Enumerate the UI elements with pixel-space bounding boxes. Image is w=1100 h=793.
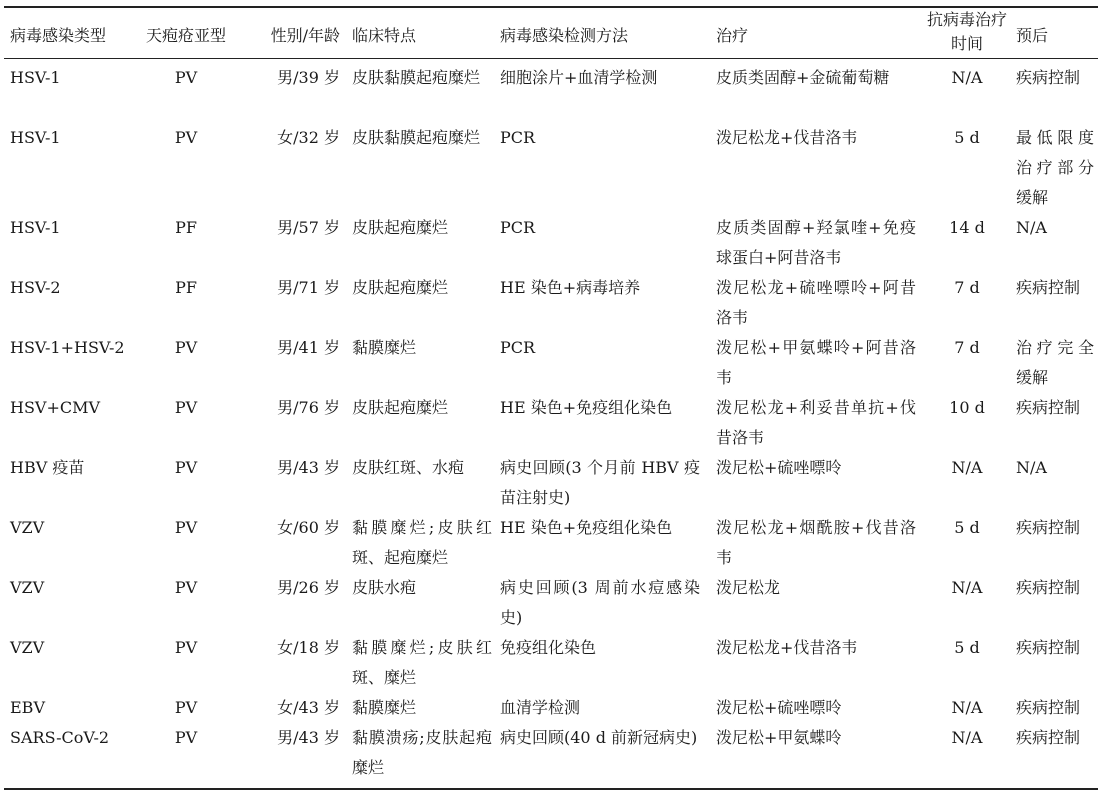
table-bottom-rule: [4, 788, 1098, 790]
cell-prognosis: N/A: [1016, 458, 1047, 477]
cell-detection: PCR: [500, 338, 536, 357]
cell-treatment: 泼尼松龙+烟酰胺+伐昔洛韦: [716, 518, 916, 567]
cell-subtype: PF: [175, 278, 197, 297]
cell-sex-age: 男/41 岁: [277, 338, 340, 357]
cell-subtype: PF: [175, 218, 197, 237]
cell-subtype: PV: [174, 398, 198, 417]
cell-prognosis: 治疗完全缓解: [1016, 338, 1094, 387]
cell-antiviral-time: 5 d: [954, 518, 980, 537]
cell-virus-type: HSV-1: [10, 218, 61, 237]
cell-prognosis: 疾病控制: [1016, 518, 1081, 537]
cell-subtype: PV: [174, 578, 198, 597]
cell-antiviral-time: 14 d: [949, 218, 985, 237]
cell-detection: 血清学检测: [500, 698, 581, 717]
cell-detection: 细胞涂片+血清学检测: [500, 68, 658, 87]
cell-treatment: 泼尼松龙+硫唑嘌呤+阿昔洛韦: [716, 278, 916, 327]
cell-clinical: 皮肤起疱糜烂: [352, 278, 449, 297]
cell-treatment: 泼尼松+硫唑嘌呤: [716, 698, 842, 717]
cell-treatment: 泼尼松+甲氨蝶呤: [716, 728, 842, 747]
cell-sex-age: 男/26 岁: [277, 578, 340, 597]
table-header-rule: [4, 58, 1098, 59]
cell-clinical: 皮肤起疱糜烂: [352, 218, 449, 237]
cell-virus-type: EBV: [10, 698, 45, 717]
cell-virus-type: HSV-1: [10, 68, 61, 87]
cell-antiviral-time: N/A: [951, 698, 983, 717]
cell-subtype: PV: [174, 338, 198, 357]
cell-prognosis: 疾病控制: [1016, 578, 1081, 597]
cell-sex-age: 男/43 岁: [277, 458, 340, 477]
cell-antiviral-time: N/A: [951, 728, 983, 747]
cell-treatment: 泼尼松+甲氨蝶呤+阿昔洛韦: [716, 338, 916, 387]
cell-subtype: PV: [174, 458, 198, 477]
cell-detection: 病史回顾(40 d 前新冠病史): [500, 728, 698, 747]
cell-detection: 病史回顾(3 个月前 HBV 疫苗注射史): [500, 458, 700, 507]
cell-prognosis: 疾病控制: [1016, 278, 1081, 297]
cell-sex-age: 男/39 岁: [277, 68, 340, 87]
cell-subtype: PV: [174, 128, 198, 147]
header-detection: 病毒感染检测方法: [500, 26, 629, 45]
cell-virus-type: HBV 疫苗: [10, 458, 85, 477]
cell-detection: 病史回顾(3 周前水痘感染史): [500, 578, 700, 627]
cell-subtype: PV: [174, 518, 198, 537]
cell-antiviral-time: 10 d: [949, 398, 985, 417]
cell-treatment: 泼尼松+硫唑嘌呤: [716, 458, 842, 477]
cell-clinical: 皮肤水疱: [352, 578, 417, 597]
header-prognosis: 预后: [1016, 26, 1049, 45]
cell-antiviral-time: N/A: [951, 578, 983, 597]
cell-subtype: PV: [174, 68, 198, 87]
cell-antiviral-time: 7 d: [954, 338, 980, 357]
cell-prognosis: 疾病控制: [1016, 698, 1081, 717]
cell-clinical: 黏膜溃疡;皮肤起疱糜烂: [352, 728, 492, 777]
cell-antiviral-time: N/A: [951, 68, 983, 87]
cell-prognosis: 疾病控制: [1016, 728, 1081, 747]
header-virus-type: 病毒感染类型: [10, 26, 107, 45]
cell-sex-age: 女/32 岁: [277, 128, 340, 147]
cell-sex-age: 男/71 岁: [277, 278, 340, 297]
cell-prognosis: 疾病控制: [1016, 68, 1081, 87]
cell-clinical: 皮肤红斑、水疱: [352, 458, 465, 477]
cell-prognosis: 疾病控制: [1016, 398, 1081, 417]
header-antiviral-time: 抗病毒治疗时间: [926, 10, 1007, 53]
cell-subtype: PV: [174, 638, 198, 657]
cell-prognosis: 最低限度治疗部分缓解: [1016, 128, 1094, 207]
cell-sex-age: 男/43 岁: [277, 728, 340, 747]
cell-virus-type: HSV-1: [10, 128, 61, 147]
cell-detection: 免疫组化染色: [500, 638, 597, 657]
cell-antiviral-time: 5 d: [954, 128, 980, 147]
cell-sex-age: 女/60 岁: [277, 518, 340, 537]
cell-detection: PCR: [500, 128, 536, 147]
header-clinical: 临床特点: [352, 26, 417, 45]
cell-virus-type: VZV: [10, 638, 45, 657]
cell-treatment: 泼尼松龙+伐昔洛韦: [716, 128, 858, 147]
cell-treatment: 皮质类固醇+羟氯喹+免疫球蛋白+阿昔洛韦: [716, 218, 916, 267]
cell-detection: HE 染色+免疫组化染色: [500, 518, 673, 537]
cell-sex-age: 男/76 岁: [277, 398, 340, 417]
cell-detection: PCR: [500, 218, 536, 237]
cell-virus-type: HSV+CMV: [10, 398, 101, 417]
cell-clinical: 黏膜糜烂: [352, 338, 417, 357]
cell-prognosis: N/A: [1016, 218, 1047, 237]
cell-virus-type: VZV: [10, 518, 45, 537]
cell-subtype: PV: [174, 728, 198, 747]
cell-virus-type: SARS-CoV-2: [10, 728, 110, 747]
header-sex-age: 性别/年龄: [270, 26, 340, 45]
cell-sex-age: 女/18 岁: [277, 638, 340, 657]
cell-detection: HE 染色+免疫组化染色: [500, 398, 673, 417]
cell-prognosis: 疾病控制: [1016, 638, 1081, 657]
cell-antiviral-time: 7 d: [954, 278, 980, 297]
cell-treatment: 泼尼松龙: [716, 578, 781, 597]
cell-virus-type: HSV-2: [10, 278, 61, 297]
cell-treatment: 皮质类固醇+金硫葡萄糖: [716, 68, 890, 87]
cell-subtype: PV: [174, 698, 198, 717]
cell-clinical: 黏膜糜烂;皮肤红斑、起疱糜烂: [352, 518, 492, 567]
cell-clinical: 皮肤黏膜起疱糜烂: [352, 68, 481, 87]
cell-detection: HE 染色+病毒培养: [500, 278, 641, 297]
cell-virus-type: HSV-1+HSV-2: [10, 338, 125, 357]
header-subtype: 天疱疮亚型: [145, 26, 226, 45]
cell-sex-age: 男/57 岁: [277, 218, 340, 237]
header-treatment: 治疗: [716, 26, 749, 45]
cell-clinical: 黏膜糜烂: [352, 698, 417, 717]
cell-sex-age: 女/43 岁: [277, 698, 340, 717]
cell-clinical: 黏膜糜烂;皮肤红斑、糜烂: [352, 638, 492, 687]
cell-antiviral-time: 5 d: [954, 638, 980, 657]
cell-clinical: 皮肤黏膜起疱糜烂: [352, 128, 481, 147]
cell-virus-type: VZV: [10, 578, 45, 597]
cell-clinical: 皮肤起疱糜烂: [352, 398, 449, 417]
cell-treatment: 泼尼松龙+伐昔洛韦: [716, 638, 858, 657]
cell-treatment: 泼尼松龙+利妥昔单抗+伐昔洛韦: [716, 398, 916, 447]
cell-antiviral-time: N/A: [951, 458, 983, 477]
